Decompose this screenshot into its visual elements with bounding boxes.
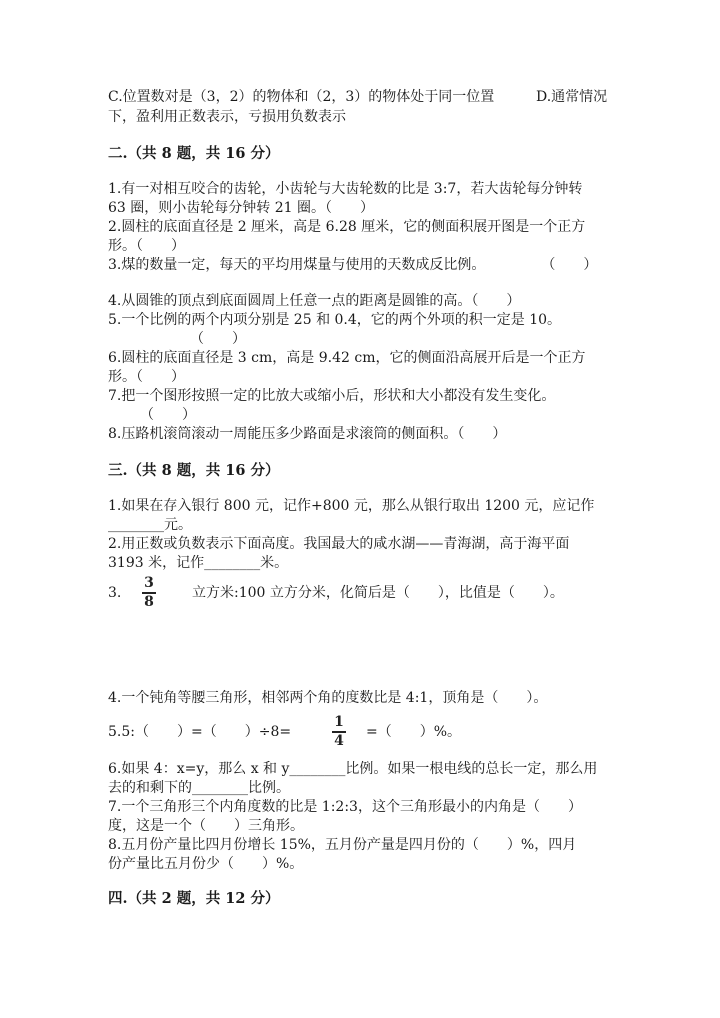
s3-q6-line2: 去的和剩下的________比例。 xyxy=(108,780,290,796)
s3-q7-line2: 度，这是一个（ ）三角形。 xyxy=(108,818,304,834)
fraction-1-4-numerator: 1 xyxy=(334,714,344,730)
s3-q1-line2: ________元。 xyxy=(108,517,192,533)
s2-q5-line2: （ ） xyxy=(190,331,246,347)
s2-q7-line2: （ ） xyxy=(140,407,196,423)
fraction-3-8 xyxy=(142,576,156,610)
s2-q6-line1: 6.圆柱的底面直径是 3 cm，高是 9.42 cm，它的侧面沿高展开后是一个正方 xyxy=(108,350,586,366)
s3-q4: 4.一个钝角等腰三角形，相邻两个角的度数比是 4:1，顶角是（ ）。 xyxy=(108,690,548,706)
s2-q1-line1: 1.有一对相互咬合的齿轮，小齿轮与大齿轮数的比是 3:7，若大齿轮每分钟转 xyxy=(108,181,583,197)
s2-q1-line2: 63 圈，则小齿轮每分钟转 21 圈。（ ） xyxy=(108,200,374,216)
option-d-text: D.通常情况 xyxy=(536,89,608,105)
s2-q6-line2: 形。（ ） xyxy=(108,369,185,385)
section-4-heading: 四.（共 2 题，共 12 分） xyxy=(108,890,280,907)
fraction-3-8-denominator: 8 xyxy=(144,593,154,610)
s2-q5-line1: 5.一个比例的两个内项分别是 25 和 0.4，它的两个外项的积一定是 10。 xyxy=(108,312,562,328)
s2-q4: 4.从圆锥的顶点到底面圆周上任意一点的距离是圆锥的高。（ ） xyxy=(108,293,521,309)
section-3-heading: 三.（共 8 题，共 16 分） xyxy=(108,462,280,479)
fraction-3-8-numerator: 3 xyxy=(144,575,154,591)
option-c-text: C.位置数对是（3，2）的物体和（2，3）的物体处于同一位置 xyxy=(108,89,495,105)
s3-q2-line2: 3193 米，记作________米。 xyxy=(108,555,289,571)
s3-q3-number: 3. xyxy=(108,585,122,601)
s2-q7-line1: 7.把一个图形按照一定的比放大或缩小后，形状和大小都没有发生变化。 xyxy=(108,388,556,404)
fraction-1-4 xyxy=(332,715,346,749)
option-d-continuation: 下，盈利用正数表示，亏损用负数表示 xyxy=(108,109,346,125)
s3-q7-line1: 7.一个三角形三个内角度数的比是 1:2:3，这个三角形最小的内角是（ ） xyxy=(108,799,582,815)
s3-q8-line2: 份产量比五月份少（ ）%。 xyxy=(108,856,304,872)
s2-q3: 3.煤的数量一定，每天的平均用煤量与使用的天数成反比例。 （ ） xyxy=(108,257,598,273)
s3-q5-right: =（ ）%。 xyxy=(366,724,462,740)
s2-q2-line1: 2.圆柱的底面直径是 2 厘米，高是 6.28 厘米，它的侧面积展开图是一个正方 xyxy=(108,219,586,235)
s3-q1-line1: 1.如果在存入银行 800 元，记作+800 元，那么从银行取出 1200 元，应记作 xyxy=(108,498,595,514)
s3-q8-line1: 8.五月份产量比四月份增长 15%，五月份产量是四月份的（ ）%，四月 xyxy=(108,837,577,853)
s3-q3-text: 立方米:100 立方分米，化简后是（ ），比值是（ ）。 xyxy=(192,585,564,601)
section-2-heading: 二.（共 8 题，共 16 分） xyxy=(108,145,280,162)
s2-q2-line2: 形。（ ） xyxy=(108,238,185,254)
s2-q8: 8.压路机滚筒滚动一周能压多少路面是求滚筒的侧面积。（ ） xyxy=(108,426,507,442)
s3-q6-line1: 6.如果 4：x=y，那么 x 和 y________比例。如果一根电线的总长一定，那么用 xyxy=(108,761,598,777)
s3-q5-left: 5.5:（ ）=（ ）÷8= xyxy=(108,724,292,740)
fraction-1-4-denominator: 4 xyxy=(334,732,344,749)
s3-q2-line1: 2.用正数或负数表示下面高度。我国最大的咸水湖——青海湖，高于海平面 xyxy=(108,536,570,552)
